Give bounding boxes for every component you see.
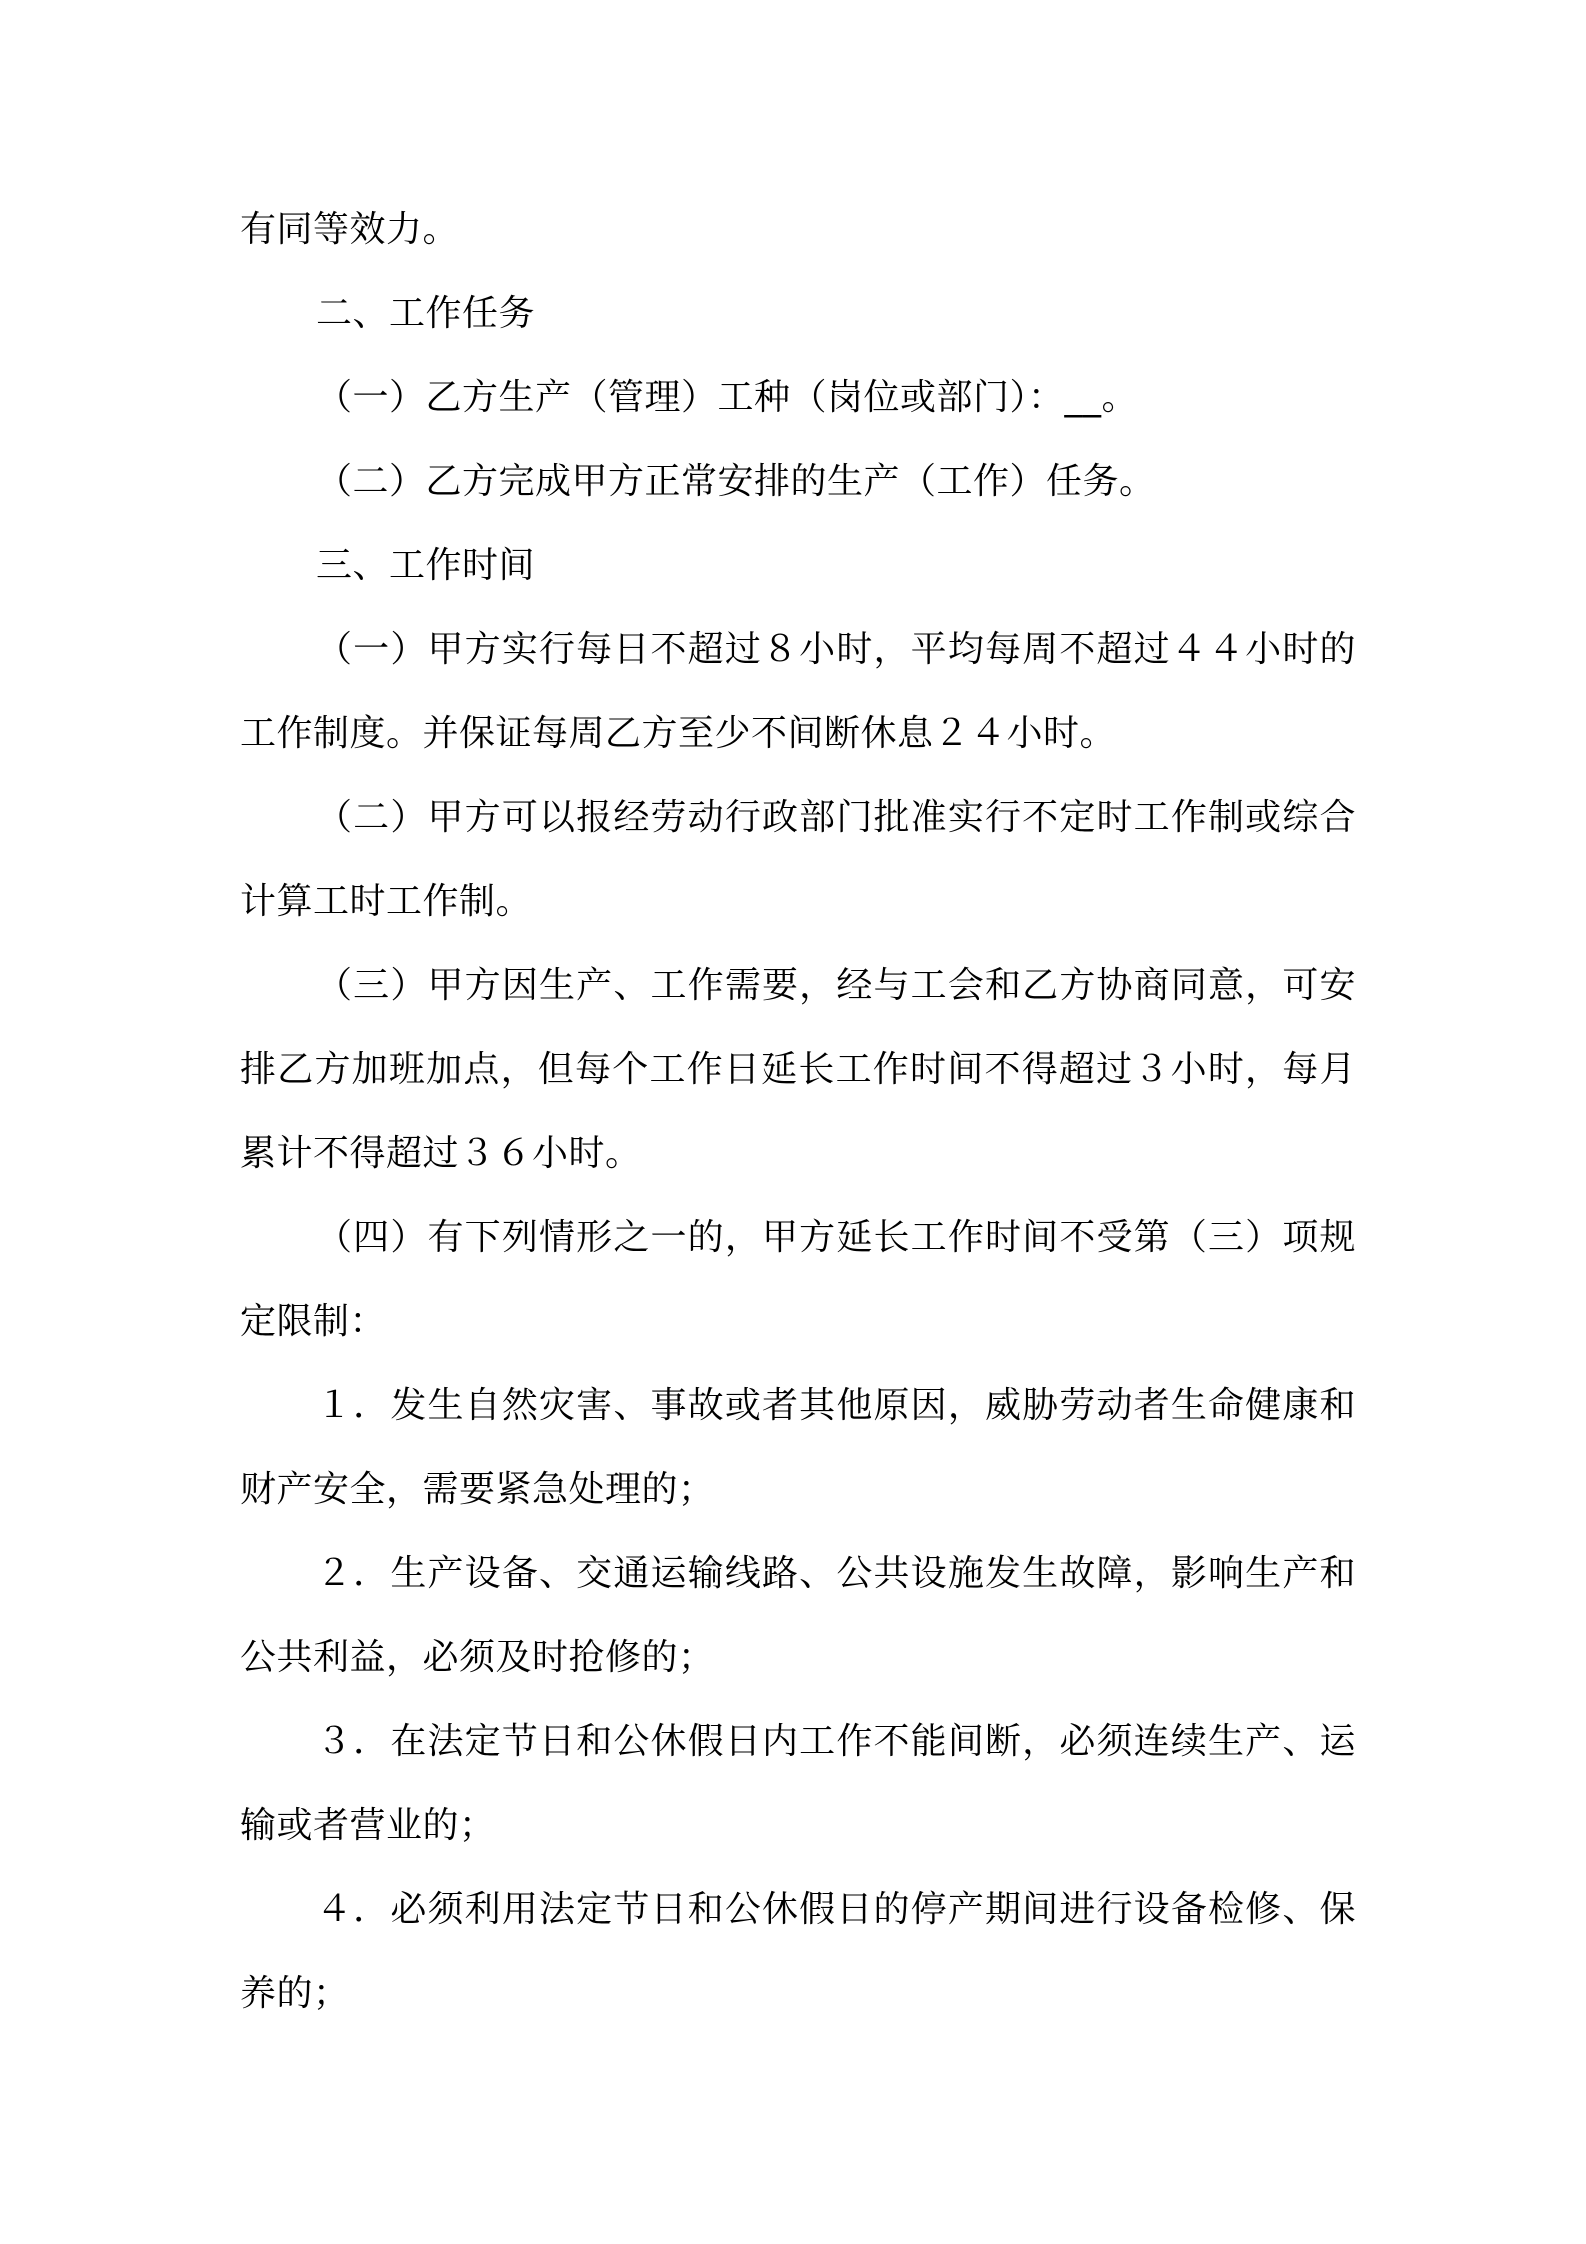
document-body bbox=[240, 188, 1356, 2036]
clause-3-3: （三）甲方因生产、工作需要，经与工会和乙方协商同意，可安排乙方加班加点，但每个工作日延长工作时间不得超过３小时，每月累计不得超过３６小时。 bbox=[240, 965, 1356, 1174]
clause-2-1: （一）乙方生产（管理）工种（岗位或部门）：__。 bbox=[316, 377, 1139, 418]
list-item-4: ４．必须利用法定节日和公休假日的停产期间进行设备检修、保养的； bbox=[240, 1889, 1356, 2014]
list-item-3: ３．在法定节日和公休假日内工作不能间断，必须连续生产、运输或者营业的； bbox=[240, 1721, 1356, 1846]
clause-2-2: （二）乙方完成甲方正常安排的生产（工作）任务。 bbox=[316, 461, 1156, 502]
clause-3-1: （一）甲方实行每日不超过８小时，平均每周不超过４４小时的工作制度。并保证每周乙方至少不间断休息２４小时。 bbox=[240, 629, 1356, 754]
clause-3-2: （二）甲方可以报经劳动行政部门批准实行不定时工作制或综合计算工时工作制。 bbox=[240, 797, 1356, 922]
clause-3-4: （四）有下列情形之一的，甲方延长工作时间不受第（三）项规定限制： bbox=[240, 1217, 1356, 1342]
paragraph-continuation: 有同等效力。 bbox=[240, 209, 460, 250]
section-heading-work-tasks: 二、工作任务 bbox=[316, 293, 536, 334]
section-heading-work-hours: 三、工作时间 bbox=[316, 545, 536, 586]
list-item-1: １．发生自然灾害、事故或者其他原因，威胁劳动者生命健康和财产安全，需要紧急处理的； bbox=[240, 1385, 1356, 1510]
list-item-2: ２．生产设备、交通运输线路、公共设施发生故障，影响生产和公共利益，必须及时抢修的； bbox=[240, 1553, 1356, 1678]
